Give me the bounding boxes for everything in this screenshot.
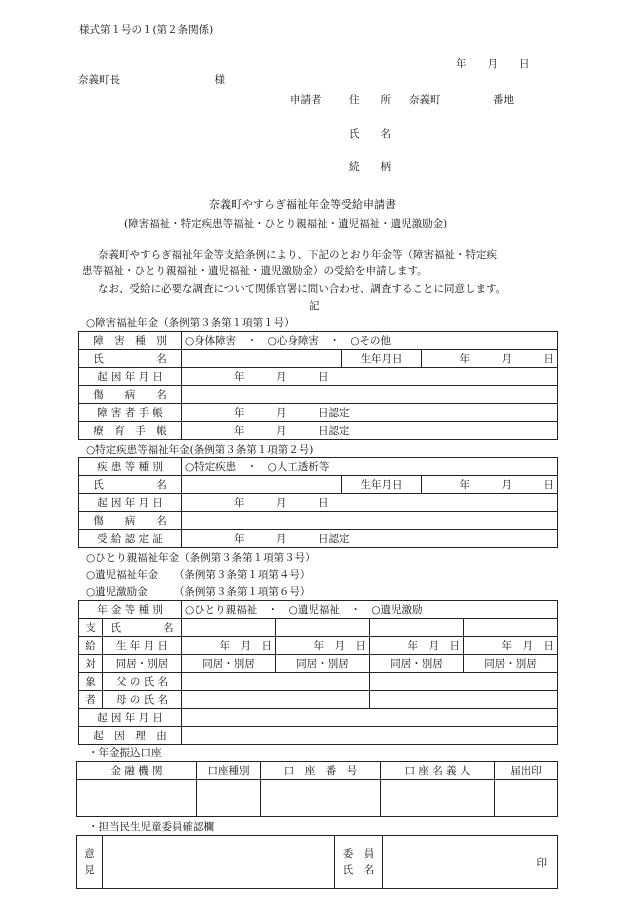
bank-col-type: 口座種別 [197, 762, 261, 780]
sec3-father-field-1[interactable] [182, 673, 370, 691]
sec2-disease-label: 傷 病 名 [79, 512, 182, 530]
sec1-birth-label: 生年月日 [342, 350, 422, 368]
sec3-live-field-1[interactable]: 同居・別居 [182, 655, 276, 673]
sec1-care-field[interactable]: 年 月 日認定 [182, 422, 558, 440]
sec3-reason-label: 起 因 理 由 [79, 727, 182, 745]
bank-col-holder: 口 座 名 義 人 [381, 762, 495, 780]
sec3-mother-field-1[interactable] [182, 691, 370, 709]
sec1-disease-label: 傷 病 名 [79, 386, 182, 404]
sec3-side-1: 支 [79, 619, 103, 637]
bank-col-bank: 金 融 機 関 [77, 762, 197, 780]
sec1-disease-field[interactable] [182, 386, 558, 404]
bank-field-number[interactable] [261, 780, 381, 817]
opinion-label-1: 意 [84, 848, 95, 860]
sec3-side-3: 対 [79, 655, 103, 673]
sec3-live-field-3[interactable]: 同居・別居 [370, 655, 464, 673]
opinion-field[interactable] [103, 836, 335, 889]
sec3-birth-field-3[interactable]: 年 月 日 [370, 637, 464, 655]
sec2-type-label: 疾 患 等 種 別 [79, 458, 182, 476]
sec2-birth-label: 生年月日 [342, 476, 422, 494]
sec3-mother-label: 母 の 氏 名 [103, 691, 182, 709]
sec1-cause-field[interactable]: 年 月 日 [182, 368, 558, 386]
sec3-type-value[interactable]: ○ひとり親福祉 ・ ○遺児福祉 ・ ○遺児激励 [182, 601, 558, 619]
sec1-care-label: 療 育 手 帳 [79, 422, 182, 440]
name-label: 氏 名 [349, 128, 391, 140]
sec1-book-label: 障 害 者 手 帳 [79, 404, 182, 422]
sec3-side-4: 象 [79, 673, 103, 691]
sec3-live-label: 同居・別居 [103, 655, 182, 673]
sec2-cause-field[interactable]: 年 月 日 [182, 494, 558, 512]
bank-field-holder[interactable] [381, 780, 495, 817]
member-label-1: 委 員 [342, 848, 375, 860]
sec2-cause-label: 起 因 年 月 日 [79, 494, 182, 512]
sec1-type-label: 障 害 種 別 [79, 332, 182, 350]
body-text-2: なお、受給に必要な調査について関係官署に問い合わせ、調査することに同意します。 [98, 283, 507, 295]
sec1-name-label: 氏 名 [79, 350, 182, 368]
sec1-book-field[interactable]: 年 月 日認定 [182, 404, 558, 422]
bank-field-seal[interactable] [495, 780, 558, 817]
member-label [335, 836, 383, 889]
bank-heading: ・年金振込口座 [88, 747, 162, 759]
sec3-cause-field[interactable] [182, 709, 558, 727]
opinion-label-2: 見 [84, 864, 95, 876]
page-subtitle: (障害福祉・特定疾患等福祉・ひとり親福祉・遺児福祉・遺児激励金) [124, 218, 448, 230]
sec3-heading-2: ○遺児福祉年金 （条例第３条第１項第４号） [86, 569, 311, 581]
sec2-cert-field[interactable]: 年 月 日認定 [182, 530, 558, 548]
bank-col-number: 口 座 番 号 [261, 762, 381, 780]
page-title: 奈義町やすらぎ福祉年金等受給申請書 [209, 198, 396, 211]
form-number: 様式第１号の１(第２条関係) [79, 24, 214, 36]
address-value: 奈義町 番地 [409, 94, 514, 106]
sec3-name-label: 氏 名 [103, 619, 182, 637]
sec2-type-value[interactable]: ○特定疾患 ・ ○人工透析等 [182, 458, 558, 476]
sec3-father-field-2[interactable] [370, 673, 558, 691]
opinion-label [77, 836, 103, 889]
sec2-disease-field[interactable] [182, 512, 558, 530]
sec3-cause-label: 起 因 年 月 日 [79, 709, 182, 727]
bank-table [76, 761, 558, 817]
sec3-birth-field-2[interactable]: 年 月 日 [276, 637, 370, 655]
sec2-cert-label: 受 給 認 定 証 [79, 530, 182, 548]
applicant-label: 申請者 [290, 94, 322, 106]
sec1-heading: ○障害福祉年金（条例第３条第１項第１号） [86, 317, 295, 329]
sec3-name-field-2[interactable] [276, 619, 370, 637]
sec1-table [78, 331, 558, 440]
sec3-reason-field[interactable] [182, 727, 558, 745]
bank-field-type[interactable] [197, 780, 261, 817]
sec3-type-label: 年 金 等 種 別 [79, 601, 182, 619]
sec3-name-field-4[interactable] [464, 619, 558, 637]
sec3-birth-label: 生 年 月 日 [103, 637, 182, 655]
sec1-birth-field[interactable]: 年 月 日 [422, 350, 558, 368]
member-name-field[interactable] [383, 836, 558, 889]
sec2-birth-field[interactable]: 年 月 日 [422, 476, 558, 494]
date-line: 年 月 日 [456, 58, 530, 70]
body-text-1a: 奈義町やすらぎ福祉年金等支給条例により、下記のとおり年金等（障害福祉・特定疾 [98, 249, 497, 261]
sec2-table [78, 457, 558, 548]
sec3-side-5: 者 [79, 691, 103, 709]
sec1-name-field[interactable] [182, 350, 342, 368]
confirm-table [76, 835, 558, 889]
sec3-heading-3: ○遺児激励金 （条例第３条第１項第６号） [86, 586, 311, 598]
address-label: 住 所 [349, 94, 391, 106]
sec1-type-value[interactable]: ○身体障害 ・ ○心身障害 ・ ○その他 [182, 332, 558, 350]
bank-col-seal: 届出印 [495, 762, 558, 780]
sec3-name-field-3[interactable] [370, 619, 464, 637]
sec3-side-2: 給 [79, 637, 103, 655]
body-text-1b: 患等福祉・ひとり親福祉・遺児福祉・遺児激励金）の受給を申請します。 [82, 265, 428, 277]
sec3-live-field-2[interactable]: 同居・別居 [276, 655, 370, 673]
sec3-birth-field-1[interactable]: 年 月 日 [182, 637, 276, 655]
sec2-name-label: 氏 名 [79, 476, 182, 494]
sec3-live-field-4[interactable]: 同居・別居 [464, 655, 558, 673]
sec3-birth-field-4[interactable]: 年 月 日 [464, 637, 558, 655]
ki-mark: 記 [309, 300, 320, 312]
sec1-cause-label: 起 因 年 月 日 [79, 368, 182, 386]
sec3-father-label: 父 の 氏 名 [103, 673, 182, 691]
sec3-heading-1: ○ひとり親福祉年金（条例第３条第１項第３号） [86, 552, 316, 564]
sec3-mother-field-2[interactable] [370, 691, 558, 709]
member-label-2: 氏 名 [342, 864, 375, 876]
sec2-heading: ○特定疾患等福祉年金(条例第３条第１項第２号) [86, 444, 314, 456]
seal-mark: 印 [536, 856, 547, 869]
sec2-name-field[interactable] [182, 476, 342, 494]
bank-field-bank[interactable] [77, 780, 197, 817]
confirm-heading: ・担当民生児童委員確認欄 [88, 821, 214, 833]
sec3-name-field-1[interactable] [182, 619, 276, 637]
addressee: 奈義町長 様 [78, 74, 225, 86]
sec3-table [78, 600, 558, 745]
relation-label: 続 柄 [349, 161, 391, 173]
